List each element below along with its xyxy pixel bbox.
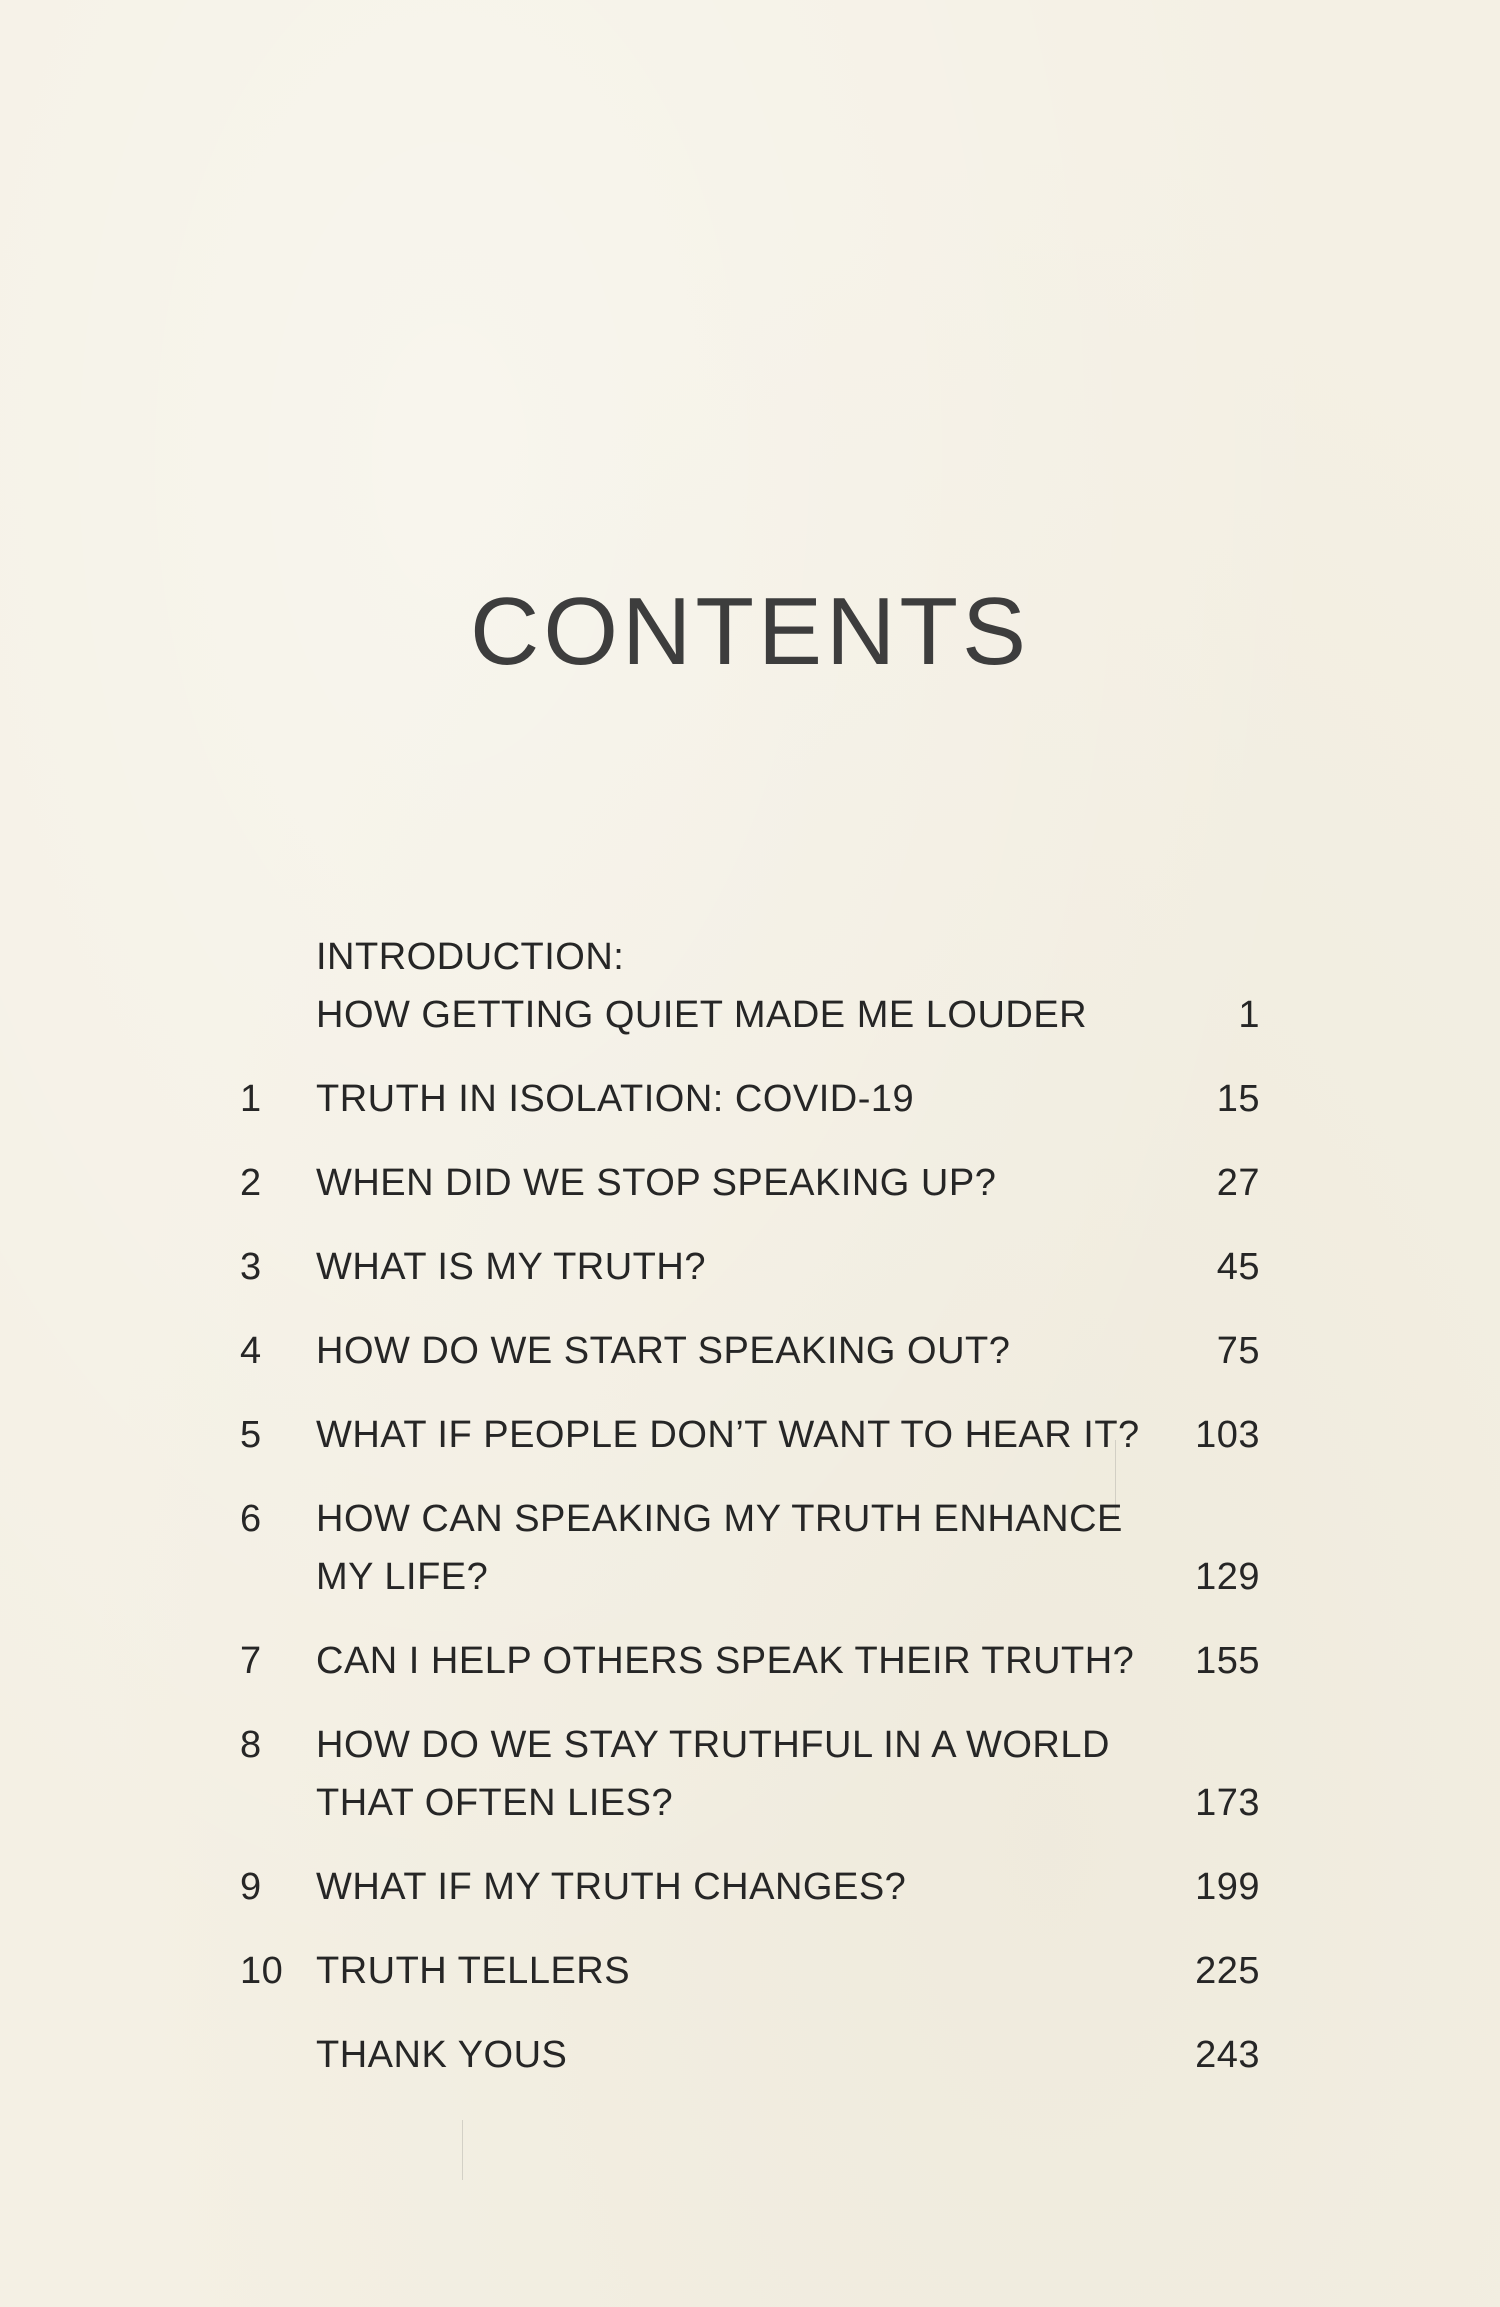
toc-entry (240, 1322, 1260, 1380)
chapter-title-line: TRUTH IN ISOLATION: COVID-19 (316, 1078, 915, 1120)
chapter-title-line: WHEN DID WE STOP SPEAKING UP? (316, 1162, 997, 1204)
chapter-number: 5 (240, 1414, 262, 1456)
chapter-title (316, 1858, 1140, 1916)
toc-entry (240, 1632, 1260, 1690)
page-number: 225 (1195, 1950, 1260, 1992)
toc-entry (240, 2026, 1260, 2084)
page-number: 1 (1238, 994, 1260, 1036)
toc-entry (240, 1070, 1260, 1128)
chapter-title-line: WHAT IF PEOPLE DON’T WANT TO HEAR IT? (316, 1414, 1140, 1456)
page-number: 199 (1195, 1866, 1260, 1908)
page-number: 103 (1195, 1414, 1260, 1456)
chapter-number: 6 (240, 1498, 262, 1540)
chapter-number: 3 (240, 1246, 262, 1288)
chapter-title-line: TRUTH TELLERS (316, 1950, 631, 1992)
toc-entry (240, 1942, 1260, 2000)
chapter-title-line: INTRODUCTION: (316, 936, 625, 978)
toc-entry (240, 1858, 1260, 1916)
chapter-title-line: WHAT IS MY TRUTH? (316, 1246, 706, 1288)
page-number: 27 (1216, 1162, 1260, 1204)
page-number: 15 (1216, 1078, 1260, 1120)
chapter-title (316, 1070, 1140, 1128)
chapter-title-line: HOW CAN SPEAKING MY TRUTH ENHANCE (316, 1498, 1123, 1540)
chapter-title-line: MY LIFE? (316, 1556, 489, 1598)
chapter-title-line: THAT OFTEN LIES? (316, 1782, 674, 1824)
chapter-title (316, 1154, 1140, 1212)
chapter-title-line: WHAT IF MY TRUTH CHANGES? (316, 1866, 907, 1908)
table-of-contents (240, 928, 1260, 2084)
toc-entry (240, 1154, 1260, 1212)
toc-entry (240, 1716, 1260, 1832)
scan-mark (462, 2120, 463, 2180)
page-number: 243 (1195, 2034, 1260, 2076)
chapter-number: 4 (240, 1330, 262, 1372)
page-number: 75 (1216, 1330, 1260, 1372)
chapter-number: 8 (240, 1724, 262, 1766)
chapter-title (316, 928, 1140, 1044)
chapter-title (316, 1490, 1140, 1606)
chapter-title (316, 1632, 1140, 1690)
chapter-title (316, 1716, 1140, 1832)
page-number: 45 (1216, 1246, 1260, 1288)
chapter-title-line: THANK YOUS (316, 2034, 568, 2076)
toc-entry (240, 1490, 1260, 1606)
chapter-number: 7 (240, 1640, 262, 1682)
chapter-number: 2 (240, 1162, 262, 1204)
chapter-title (316, 1406, 1140, 1464)
toc-entry (240, 928, 1260, 1044)
chapter-title-line: CAN I HELP OTHERS SPEAK THEIR TRUTH? (316, 1640, 1135, 1682)
toc-entry (240, 1406, 1260, 1464)
chapter-title-line: HOW DO WE START SPEAKING OUT? (316, 1330, 1011, 1372)
page-number: 155 (1195, 1640, 1260, 1682)
chapter-title (316, 1322, 1140, 1380)
page-number: 129 (1195, 1556, 1260, 1598)
chapter-title-line: HOW DO WE STAY TRUTHFUL IN A WORLD (316, 1724, 1110, 1766)
chapter-number: 10 (240, 1950, 284, 1992)
toc-entry (240, 1238, 1260, 1296)
page-title: CONTENTS (470, 578, 1030, 686)
chapter-number: 1 (240, 1078, 262, 1120)
chapter-title-line: HOW GETTING QUIET MADE ME LOUDER (316, 994, 1088, 1036)
page-number: 173 (1195, 1782, 1260, 1824)
chapter-number: 9 (240, 1866, 262, 1908)
chapter-title (316, 2026, 1140, 2084)
chapter-title (316, 1238, 1140, 1296)
chapter-title (316, 1942, 1140, 2000)
